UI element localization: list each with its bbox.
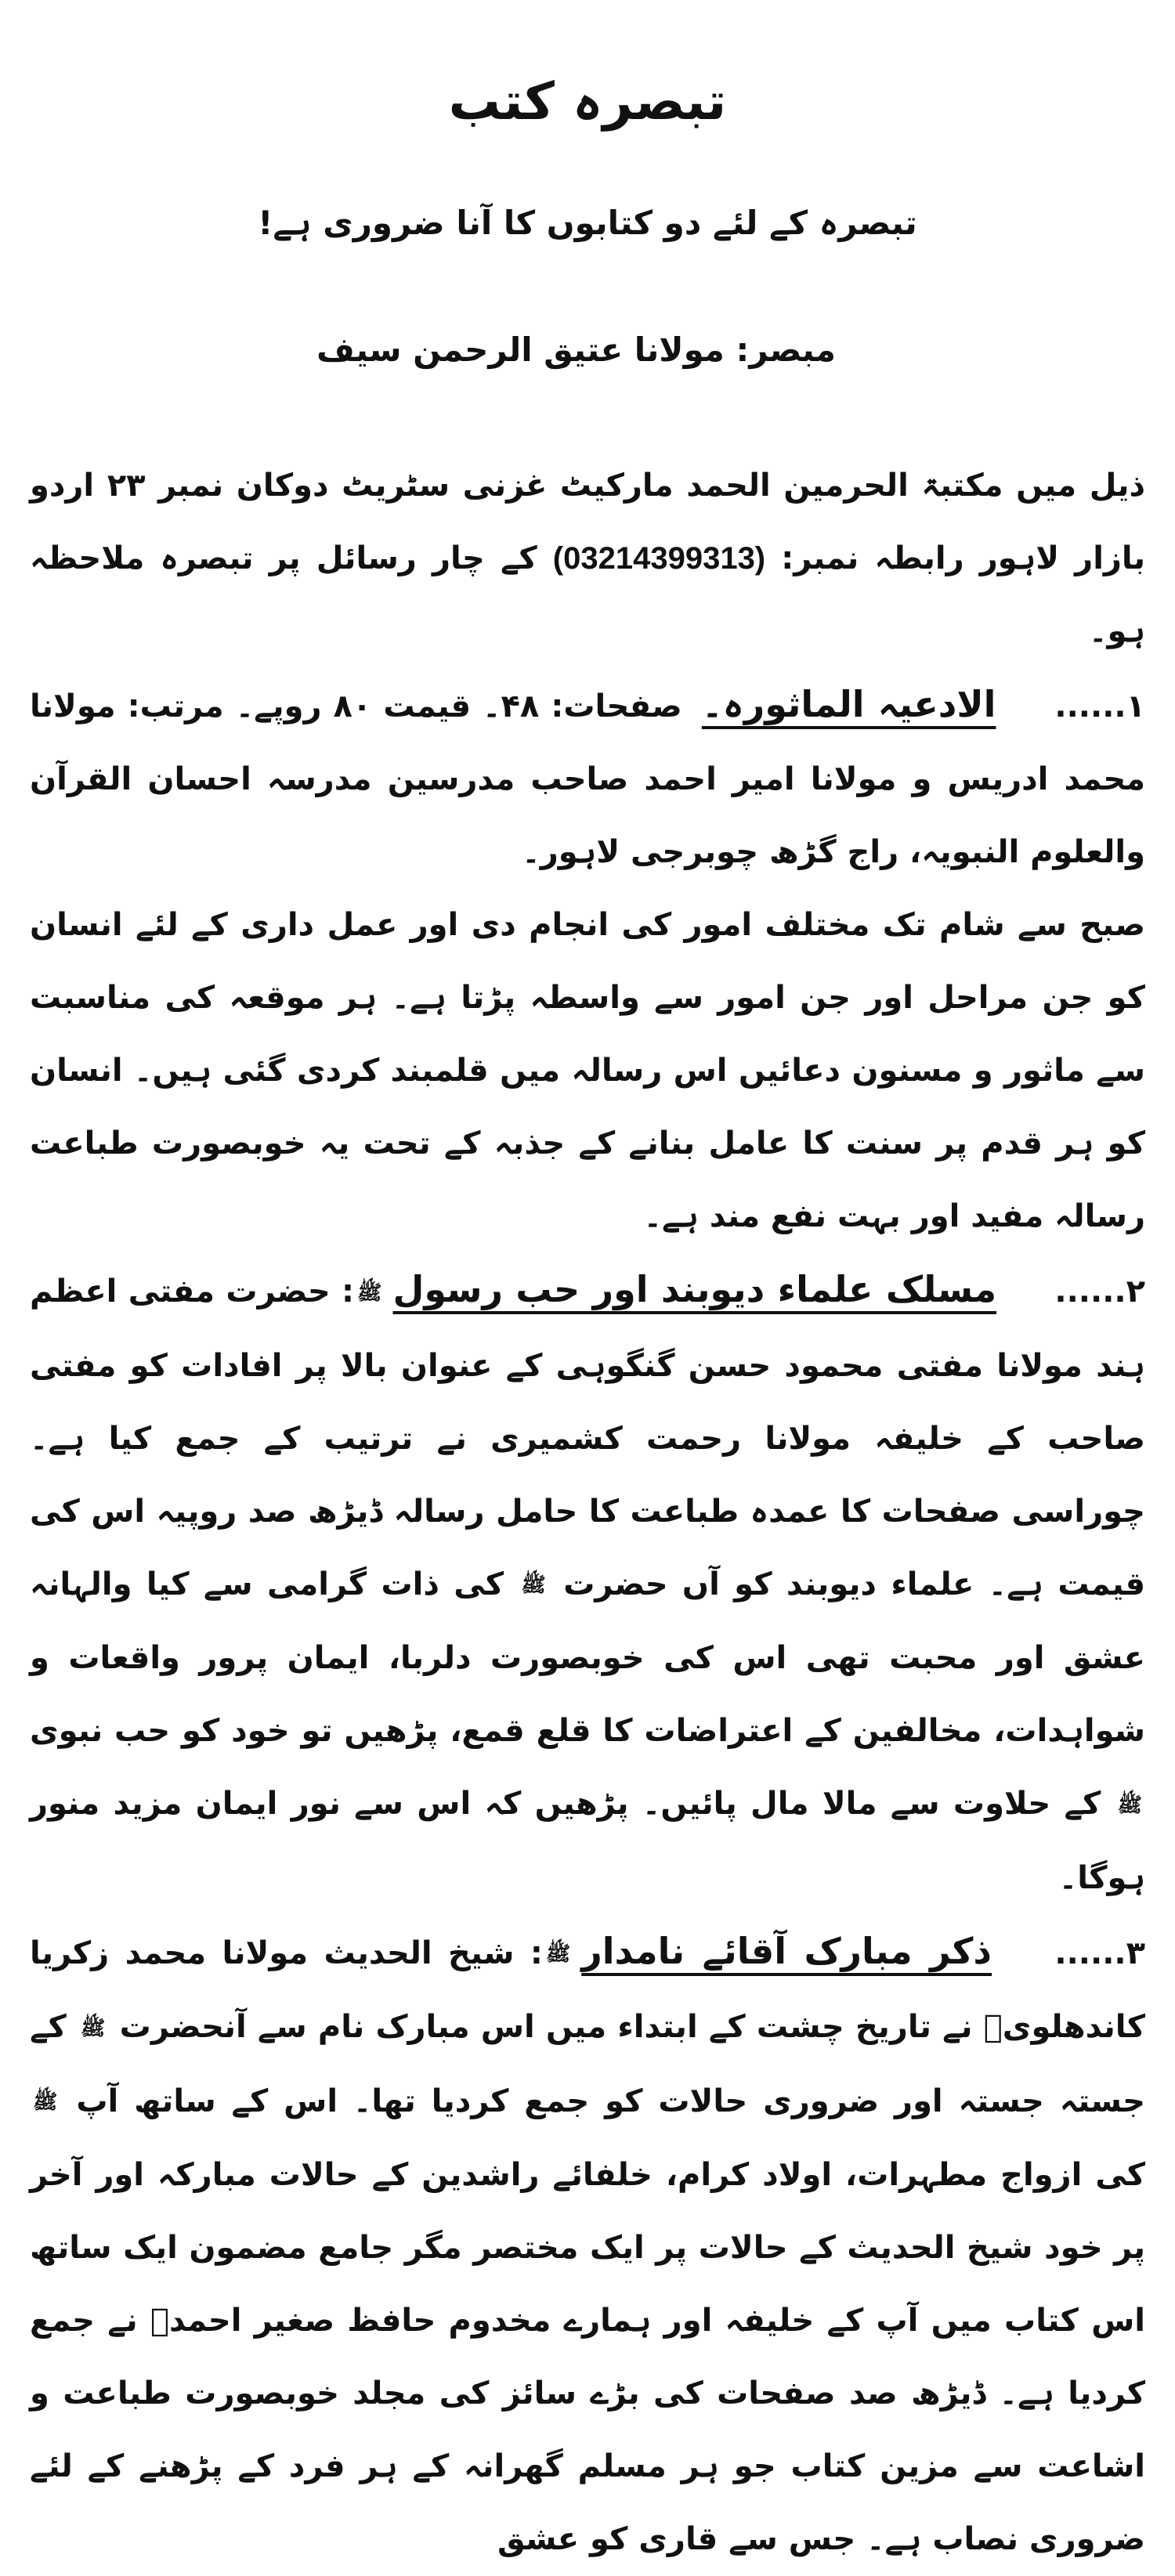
book-title: ذکر مبارک آقائے نامدار [581,1930,992,1972]
review-number: ۳...... [1054,1917,1145,1990]
review-3: ۳...... ذکر مبارک آقائے نامدارﷺ: شیخ الحدیث مولانا محمد زکریا کاندھلویؒ نے تاریخ چشت کے ابتداء میں اس مبارک نام سے آنحضرت ﷺ کے جستہ جستہ اور ضروری حالات کو جمع کردیا تھا۔ اس کے ساتھ آپ ﷺ کی ازواج مطہرات، اولاد کرام، خلفائے راشدین کے حالات مبارکہ اور آخر پر خود شیخ الحدیث کے حالات پر ایک مختصر مگر جامع مضمون ایک ساتھ اس کتاب میں آپ کے خلیفہ اور ہمارے مخدوم حافظ صغیر احمدؒ نے جمع کردیا ہے۔ ڈیڑھ صد صفحات کی بڑے سائز کی مجلد خوبصورت طباعت و اشاعت سے مزین کتاب جو ہر مسلم گھرانہ کے ہر فرد کے پڑھنے کے لئے ضروری نصاب ہے۔ جس سے قاری کو عشق [30,1915,1145,2576]
review-body: صبح سے شام تک مختلف امور کی انجام دی اور عمل داری کے لئے انسان کو جن مراحل اور جن امور سے واسطہ پڑتا ہے۔ ہر موقعہ کی مناسبت سے ماثور و مسنون دعائیں اس رسالہ میں قلمبند کردی گئی ہیں۔ انسان کو ہر قدم پر سنت کا عامل بنانے کے جذبہ کے تحت یہ خوبصورت طباعت رسالہ مفید اور بہت نفع مند ہے۔ [30,907,1145,1234]
article-body [30,450,1145,2576]
phone-number: (03214399313) [553,522,765,595]
intro-paragraph [30,450,1145,668]
review-2: ۲...... مسلک علماء دیوبند اور حب رسولﷺ: حضرت مفتی اعظم ہند مولانا مفتی محمود حسن گنگوہی کے عنوان بالا پر افادات کو مفتی صاحب کے خلیفہ مولانا رحمت کشمیری نے ترتیب کے جمع کیا ہے۔ چوراسی صفحات کا عمدہ طباعت کا حامل رسالہ ڈیڑھ صد روپیہ اس کی قیمت ہے۔ علماء دیوبند کو آں حضرت ﷺ کی ذات گرامی سے کیا والہانہ عشق اور محبت تھی اس کی خوبصورت دلربا، ایمان پرور واقعات و شواہدات، مخالفین کے اعتراضات کا قلع قمع، پڑھیں تو خود کو حب نبوی ﷺ کے حلاوت سے مالا مال پائیں۔ پڑھیں کہ اس سے نور ایمان مزید منور ہوگا۔ [30,1253,1145,1915]
review-details: صفحات: ۴۸۔ قیمت ۸۰ روپے۔ مرتب: مولانا محمد ادریس و مولانا امیر احمد صاحب مدرسین مدرسہ احسان القرآن والعلوم النبویہ، راج گڑھ چوبرجی لاہور۔ [30,688,1145,870]
review-number: ۱...... [1054,670,1145,743]
review-1-body [30,889,1145,1253]
honorific-symbol: ﷺ [357,1257,381,1330]
intro-text-end: کے چار رسائل پر تبصرہ ملاحظہ ہو۔ [30,540,1145,649]
intro-text: ذیل میں مکتبۃ الحرمین الحمد مارکیٹ غزنی سٹریٹ دوکان نمبر ۲۳ اردو بازار لاہور رابطہ نمبر: [30,468,1145,576]
book-title: الادعیہ الماثورہ۔ [702,683,996,725]
book-title: مسلک علماء دیوبند اور حب رسول [392,1268,996,1310]
review-1 [30,668,1145,889]
honorific-symbol: ﷺ [33,2066,57,2139]
review-body: کی ذات گرامی سے کیا والہانہ عشق اور محبت تھی اس کی خوبصورت دلربا، ایمان پرور واقعات و شواہدات، مخالفین کے اعتراضات کا قلع قمع، پڑھیں تو خود کو حب نبوی [30,1566,1145,1750]
review-author: حضرت مفتی اعظم ہند مولانا مفتی محمود حسن گنگوہی کے عنوان بالا پر افادات کو مفتی صاحب کے خلیفہ مولانا رحمت کشمیری نے ترتیب کے جمع کیا ہے۔ چوراسی صفحات کا عمدہ طباعت کا حامل رسالہ ڈیڑھ صد روپیہ اس کی قیمت ہے۔ علماء دیوبند کو آں حضرت [30,1274,1145,1602]
honorific-symbol: ﷺ [521,1549,545,1622]
page-title: تبصرہ کتب [30,63,1145,141]
honorific-symbol: ﷺ [546,1918,570,1991]
review-body-end: کے حلاوت سے مالا مال پائیں۔ پڑھیں کہ اس سے نور ایمان مزید منور ہوگا۔ [30,1786,1145,1896]
subtitle: تبصرہ کے لئے دو کتابوں کا آنا ضروری ہے! [30,196,1145,251]
review-body: کے جستہ جستہ اور ضروری حالات کو جمع کردیا تھا۔ اس کے ساتھ آپ [30,2009,1145,2119]
review-number: ۲...... [1054,1255,1145,1328]
review-author: شیخ الحدیث مولانا محمد زکریا کاندھلویؒ نے تاریخ چشت کے ابتداء میں اس مبارک نام سے آنحضرت [30,1935,1145,2046]
honorific-symbol: ﷺ [81,1993,105,2065]
reviewer-line: مبصر: مولانا عتیق الرحمن سیف [30,323,1145,378]
review-body-end: کی ازواج مطہرات، اولاد کرام، خلفائے راشدین کے حالات مبارکہ اور آخر پر خود شیخ الحدیث کے حالات پر ایک مختصر مگر جامع مضمون ایک ساتھ اس کتاب میں آپ کے خلیفہ اور ہمارے مخدوم حافظ صغیر احمدؒ نے جمع کردیا ہے۔ ڈیڑھ صد صفحات کی بڑے سائز کی مجلد خوبصورت طباعت و اشاعت سے مزین کتاب جو ہر مسلم گھرانہ کے ہر فرد کے پڑھنے کے لئے ضروری نصاب ہے۔ جس سے قاری کو عشق [30,2157,1145,2557]
honorific-symbol: ﷺ [1118,1769,1142,1842]
